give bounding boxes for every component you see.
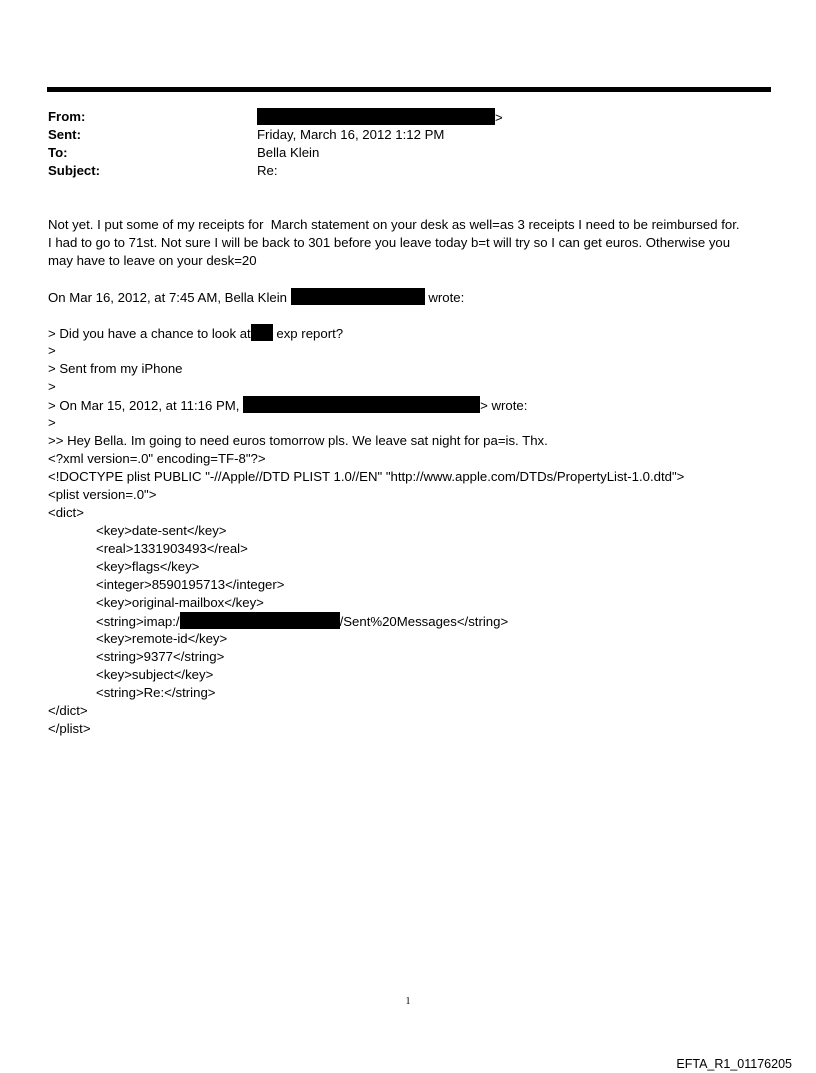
quote-line xyxy=(48,324,343,343)
plist-line: <key>subject</key> xyxy=(96,667,214,682)
sent-label: Sent: xyxy=(48,127,81,142)
quote-line-suffix: exp report? xyxy=(272,326,344,341)
quote-line-prefix: > Did you have a chance to look at xyxy=(48,326,251,341)
subject-value: Re: xyxy=(257,163,278,178)
redaction-block xyxy=(180,612,340,629)
to-value: Bella Klein xyxy=(257,145,320,160)
quote-line-prefix: > On Mar 15, 2012, at 11:16 PM, xyxy=(48,398,244,413)
plist-line: <?xml version=.0" encoding=TF-8"?> xyxy=(48,451,266,466)
quote-line: > xyxy=(48,379,56,394)
quote-line: >> Hey Bella. Im going to need euros tomorrow pls. We leave sat night for pa=is. Thx. xyxy=(48,433,548,448)
plist-line: <key>date-sent</key> xyxy=(96,523,227,538)
quote-line-suffix: > wrote: xyxy=(480,398,528,413)
plist-line: <key>flags</key> xyxy=(96,559,200,574)
quote-intro xyxy=(48,288,464,307)
document-id: EFTA_R1_01176205 xyxy=(676,1057,792,1071)
header-rule xyxy=(47,87,771,92)
plist-line xyxy=(96,612,508,631)
quote-line: > xyxy=(48,343,56,358)
plist-line: </plist> xyxy=(48,721,91,736)
plist-line: <key>remote-id</key> xyxy=(96,631,228,646)
body-line: Not yet. I put some of my receipts for March statement on your desk as well=as 3 receipts I need to be reimbursed for. xyxy=(48,217,740,232)
plist-line-prefix: <string>imap:/ xyxy=(96,614,180,629)
quote-intro-suffix: wrote: xyxy=(424,290,465,305)
plist-line: <string>9377</string> xyxy=(96,649,225,664)
plist-line: <plist version=.0"> xyxy=(48,487,157,502)
to-label: To: xyxy=(48,145,68,160)
subject-label: Subject: xyxy=(48,163,101,178)
body-line: may have to leave on your desk=20 xyxy=(48,253,257,268)
from-value-suffix: > xyxy=(495,110,503,125)
plist-line: <dict> xyxy=(48,505,84,520)
redaction-block xyxy=(257,108,495,125)
plist-line: <real>1331903493</real> xyxy=(96,541,248,556)
redaction-block xyxy=(291,288,425,305)
plist-line: <string>Re:</string> xyxy=(96,685,216,700)
plist-line: <key>original-mailbox</key> xyxy=(96,595,264,610)
plist-line: <integer>8590195713</integer> xyxy=(96,577,285,592)
from-value xyxy=(257,108,503,127)
quote-line xyxy=(48,396,527,415)
quote-line: > Sent from my iPhone xyxy=(48,361,183,376)
plist-line-suffix: /Sent%20Messages</string> xyxy=(339,614,509,629)
plist-line: <!DOCTYPE plist PUBLIC "-//Apple//DTD PLIST 1.0//EN" "http://www.apple.com/DTDs/PropertyList-1.0.dtd"> xyxy=(48,469,685,484)
quote-intro-prefix: On Mar 16, 2012, at 7:45 AM, Bella Klein xyxy=(48,290,291,305)
from-label: From: xyxy=(48,109,86,124)
page-number: 1 xyxy=(405,996,411,1007)
redaction-block xyxy=(251,324,273,341)
plist-line: </dict> xyxy=(48,703,88,718)
sent-value: Friday, March 16, 2012 1:12 PM xyxy=(257,127,445,142)
body-line: I had to go to 71st. Not sure I will be back to 301 before you leave today b=t will try so I can get euros. Otherwise you xyxy=(48,235,731,250)
redaction-block xyxy=(243,396,480,413)
quote-line: > xyxy=(48,415,56,430)
